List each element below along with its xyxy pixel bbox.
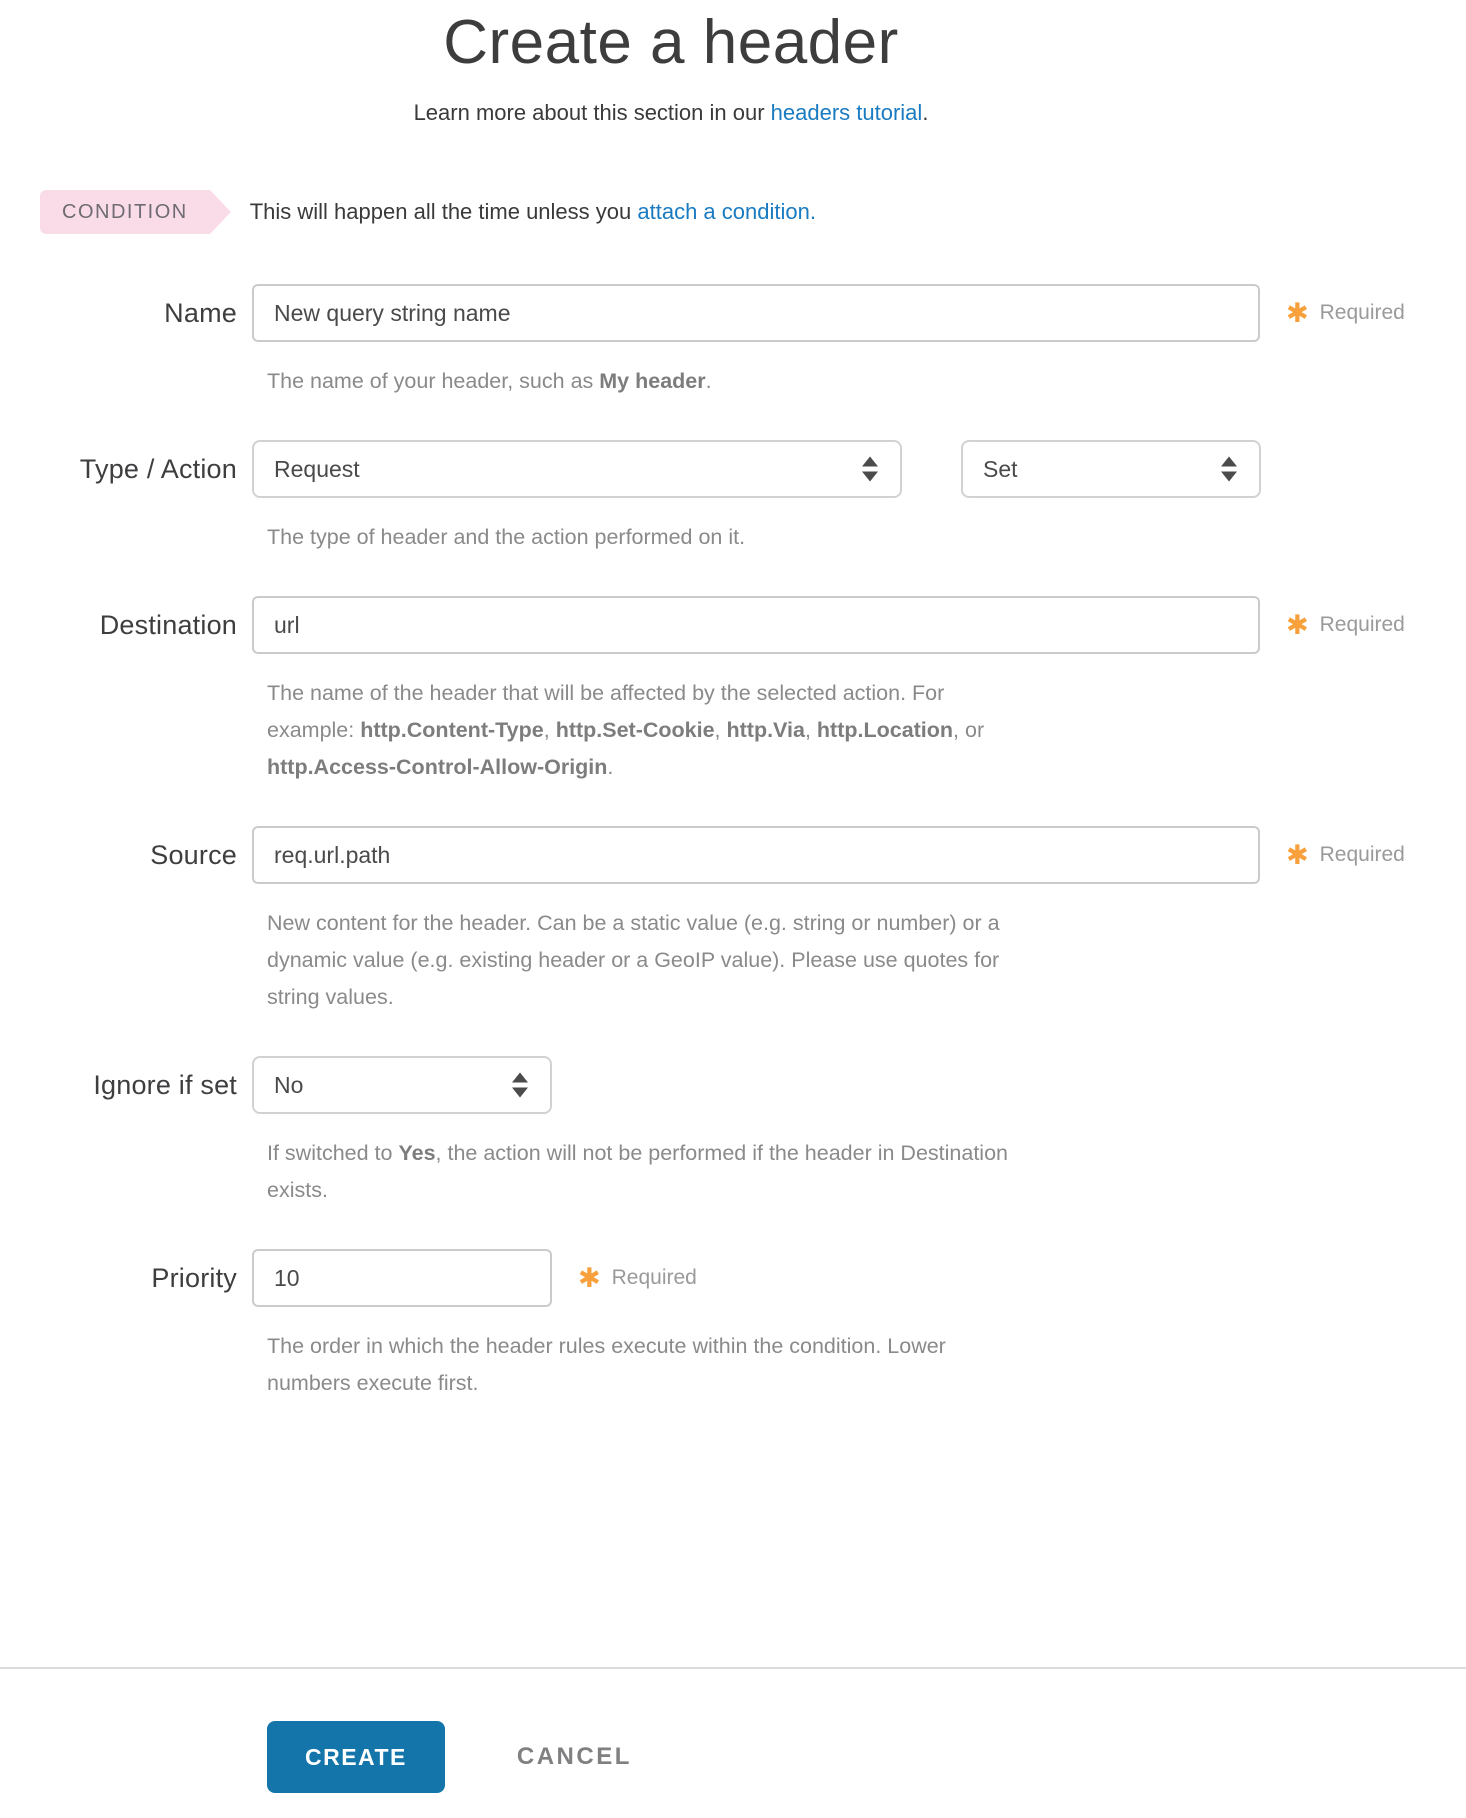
page-header: [0, 8, 1342, 128]
field-type-action: [0, 440, 1466, 556]
required-label: Required: [1319, 301, 1405, 325]
source-help-text: New content for the header. Can be a static value (e.g. string or number) or a dynamic value (e.g. existing header or a GeoIP value). Please use quotes for string values.: [267, 911, 1000, 1010]
action-select[interactable]: [961, 440, 1261, 498]
type-action-help-text: The type of header and the action performed on it.: [267, 525, 746, 550]
action-select-value: Set: [983, 455, 1018, 482]
name-help-text: The name of your header, such as My header.: [267, 369, 712, 394]
priority-help-text: The order in which the header rules execute within the condition. Lower numbers execute first.: [267, 1334, 946, 1396]
priority-input[interactable]: [252, 1249, 552, 1307]
field-ignore-if-set: [0, 1056, 1466, 1209]
destination-help-text: The name of the header that will be affected by the selected action. For example: http.Content-Type, http.Set-Cookie, http.Via, http.Location, or http.Access-Control-Allow-Origin.: [267, 681, 985, 780]
ignore-if-set-label: Ignore if set: [93, 1069, 237, 1100]
name-input[interactable]: [252, 284, 1260, 342]
field-priority: [0, 1249, 1466, 1402]
required-marker: [1286, 609, 1405, 640]
select-caret-icon: [512, 1073, 528, 1098]
condition-badge: [40, 190, 210, 234]
required-label: Required: [1319, 843, 1405, 867]
condition-row: [0, 190, 1466, 234]
field-source: [0, 826, 1466, 1016]
required-marker: [578, 1262, 697, 1293]
required-marker: [1286, 839, 1405, 870]
form: [0, 284, 1466, 1402]
ignore-if-set-help-text: If switched to Yes, the action will not be performed if the header in Destination exists.: [267, 1141, 1009, 1203]
required-asterisk-icon: ✱: [1286, 609, 1309, 640]
required-asterisk-icon: ✱: [578, 1262, 601, 1293]
inline-link[interactable]: attach a condition.: [637, 199, 816, 225]
destination-label: Destination: [99, 609, 237, 640]
type-action-label: Type / Action: [79, 453, 237, 484]
source-input[interactable]: [252, 826, 1260, 884]
source-label: Source: [150, 839, 237, 870]
condition-text: This will happen all the time unless you attach a condition.: [249, 199, 816, 225]
create-button[interactable]: CREATE: [267, 1721, 445, 1793]
required-marker: [1286, 297, 1405, 328]
required-label: Required: [1319, 613, 1405, 637]
inline-link[interactable]: headers tutorial: [770, 100, 923, 126]
form-actions: [267, 1721, 1466, 1793]
name-label: Name: [164, 297, 237, 328]
destination-input[interactable]: [252, 596, 1260, 654]
subtitle: Learn more about this section in our headers tutorial.: [413, 100, 929, 126]
priority-label: Priority: [151, 1262, 237, 1293]
field-name: [0, 284, 1466, 400]
type-select[interactable]: [252, 440, 902, 498]
select-caret-icon: [862, 457, 878, 482]
field-destination: [0, 596, 1466, 786]
required-label: Required: [611, 1266, 697, 1290]
cancel-link[interactable]: CANCEL: [516, 1743, 632, 1771]
footer-divider: [0, 1667, 1466, 1669]
required-asterisk-icon: ✱: [1286, 297, 1309, 328]
condition-badge-label: CONDITION: [40, 190, 210, 234]
required-asterisk-icon: ✱: [1286, 839, 1309, 870]
type-select-value: Request: [274, 455, 360, 482]
ignore-if-set-select[interactable]: [252, 1056, 552, 1114]
select-caret-icon: [1221, 457, 1237, 482]
condition-badge-arrow-icon: [210, 190, 231, 234]
ignore-if-set-select-value: No: [274, 1071, 304, 1098]
page-title: Create a header: [443, 8, 899, 77]
